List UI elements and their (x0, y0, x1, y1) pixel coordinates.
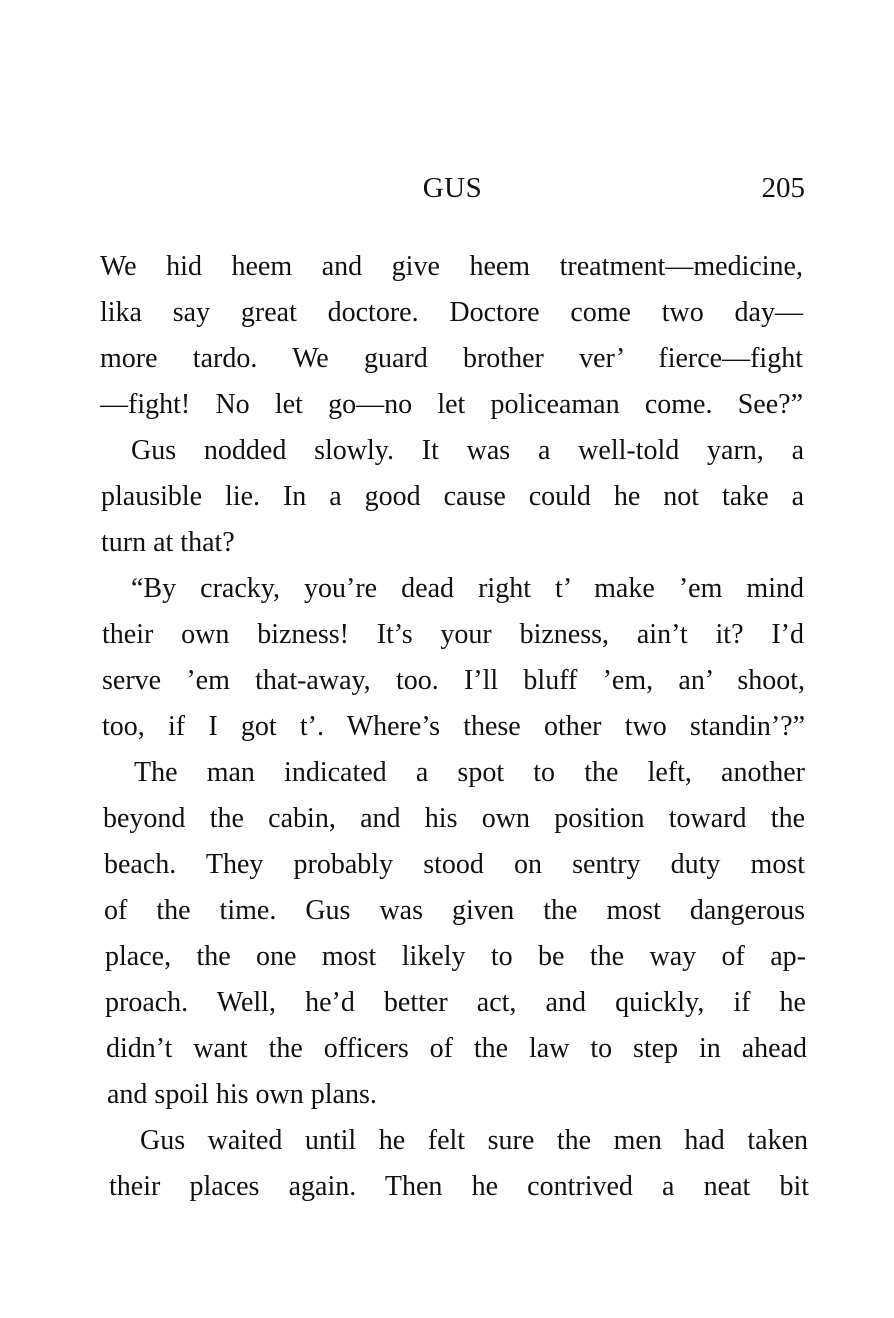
text-line: beach. They probably stood on sentry duty most (104, 849, 805, 880)
text-line: proach. Well, he’d better act, and quickly, if he (105, 987, 806, 1018)
text-line: serve ’em that-away, too. I’ll bluff ’em, an’ shoot, (102, 665, 805, 696)
text-line: more tardo. We guard brother ver’ fierce—fight (100, 343, 803, 374)
text-line: Gus nodded slowly. It was a well-told yarn, a (131, 435, 804, 466)
text-line: turn at that? (101, 527, 235, 558)
text-line: plausible lie. In a good cause could he not take a (101, 481, 804, 512)
text-line: place, the one most likely to be the way of ap- (105, 941, 806, 972)
text-line: and spoil his own plans. (107, 1079, 377, 1110)
text-line: “By cracky, you’re dead right t’ make ’em mind (131, 573, 804, 604)
running-head (100, 168, 805, 212)
text-line: lika say great doctore. Doctore come two day— (100, 297, 803, 328)
text-line: —fight! No let go—no let policeaman come. See?” (100, 389, 803, 420)
text-line: The man indicated a spot to the left, another (134, 757, 805, 788)
text-line: We hid heem and give heem treatment—medicine, (100, 251, 803, 282)
text-line: of the time. Gus was given the most dangerous (104, 895, 805, 926)
running-title: GUS (422, 172, 483, 204)
text-line: their places again. Then he contrived a neat bit (109, 1171, 809, 1202)
text-line: didn’t want the officers of the law to step in ahead (106, 1033, 807, 1064)
text-line: too, if I got t’. Where’s these other two standin’?” (102, 711, 805, 742)
text-line: Gus waited until he felt sure the men had taken (140, 1125, 808, 1156)
text-line: their own bizness! It’s your bizness, ain’t it? I’d (102, 619, 804, 650)
page-number: 205 (761, 172, 805, 204)
text-line: beyond the cabin, and his own position toward the (103, 803, 805, 834)
